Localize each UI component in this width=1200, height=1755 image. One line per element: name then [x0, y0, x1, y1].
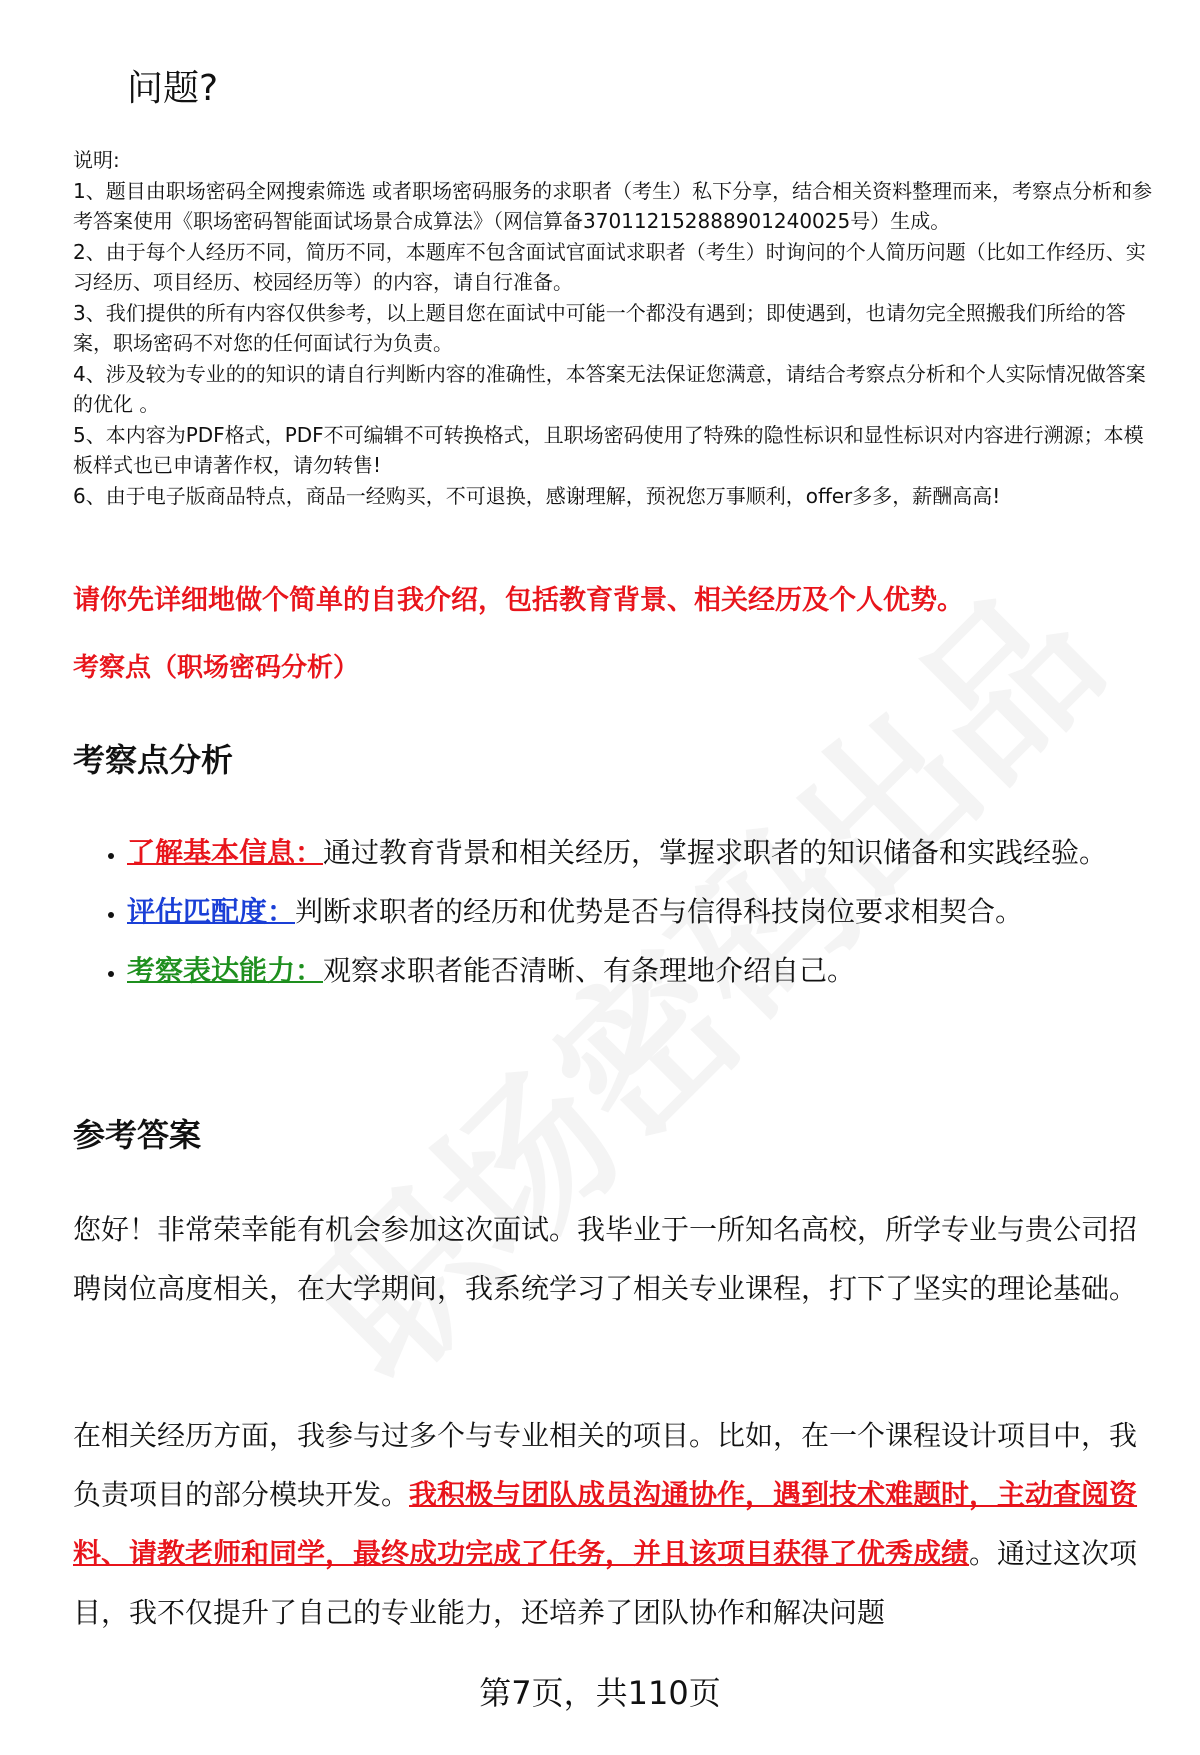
list-item: [127, 823, 1157, 882]
answer-text: 。通过这次项目，我不仅提升了自己的专业能力，还培养了团队协作和解决问题: [73, 1537, 1138, 1629]
bullet-key: 评估匹配度：: [127, 895, 296, 928]
note-item: 3、我们提供的所有内容仅供参考，以上题目您在面试中可能一个都没有遇到；即使遇到，也请勿完全照搬我们所给的答案，职场密码不对您的任何面试行为负责。: [73, 300, 1126, 355]
note-item: 2、由于每个人经历不同，简历不同，本题库不包含面试官面试求职者（考生）时询问的个人简历问题（比如工作经历、实习经历、项目经历、校园经历等）的内容，请自行准备。: [73, 239, 1146, 294]
answer-text: 在相关经历方面，我参与过多个与专业相关的项目。比如，在一个课程设计项目中，我负责项目的部分模块开发。: [73, 1419, 1138, 1511]
note-item: 6、由于电子版商品特点，商品一经购买，不可退换，感谢理解，预祝您万事顺利，offer多多，薪酬高高!: [73, 483, 1001, 508]
analysis-heading: 考察点分析: [73, 741, 234, 779]
page-number: 第7页，共110页: [479, 1674, 721, 1712]
bullet-text: 通过教育背景和相关经历，掌握求职者的知识储备和实践经验。: [323, 836, 1108, 869]
answer-paragraph: [73, 1406, 1143, 1642]
analysis-list: [100, 823, 1157, 1000]
answer-paragraph: 您好！非常荣幸能有机会参加这次面试。我毕业于一所知名高校，所学专业与贵公司招聘岗位高度相关，在大学期间，我系统学习了相关专业课程，打下了坚实的理论基础。: [73, 1213, 1138, 1305]
bullet-text: 判断求职者的经历和优势是否与信得科技岗位要求相契合。: [295, 895, 1024, 928]
note-item: 5、本内容为PDF格式，PDF不可编辑不可转换格式，且职场密码使用了特殊的隐性标识和显性标识对内容进行溯源；本模板样式也已申请著作权，请勿转售!: [73, 422, 1144, 477]
answer-heading: 参考答案: [73, 1116, 202, 1154]
note-item: 4、涉及较为专业的的知识的请自行判断内容的准确性，本答案无法保证您满意，请结合考察点分析和个人实际情况做答案的优化 。: [73, 361, 1146, 416]
bullet-text: 观察求职者能否清晰、有条理地介绍自己。: [323, 954, 856, 987]
question-title-fragment: 问题?: [127, 68, 219, 109]
answer-highlight: 我积极与团队成员沟通协作，遇到技术难题时，主动查阅资料、请教老师和同学，最终成功完成了任务，并且该项目获得了优秀成绩: [73, 1478, 1138, 1570]
note-item: 1、题目由职场密码全网搜索筛选 或者职场密码服务的求职者（考生）私下分享，结合相关资料整理而来，考察点分析和参考答案使用《职场密码智能面试场景合成算法》（网信算备370112152888901240025号）生成。: [73, 178, 1153, 233]
point-label: 考察点（职场密码分析）: [73, 653, 360, 683]
disclaimer-notes: [73, 145, 1153, 511]
interview-question: 请你先详细地做个简单的自我介绍，包括教育背景、相关经历及个人优势。: [73, 585, 964, 616]
list-item: [127, 882, 1157, 941]
list-item: [127, 941, 1157, 1000]
bullet-key: 考察表达能力：: [127, 954, 324, 987]
bullet-key: 了解基本信息：: [127, 836, 324, 869]
notes-heading: 说明:: [73, 148, 120, 172]
